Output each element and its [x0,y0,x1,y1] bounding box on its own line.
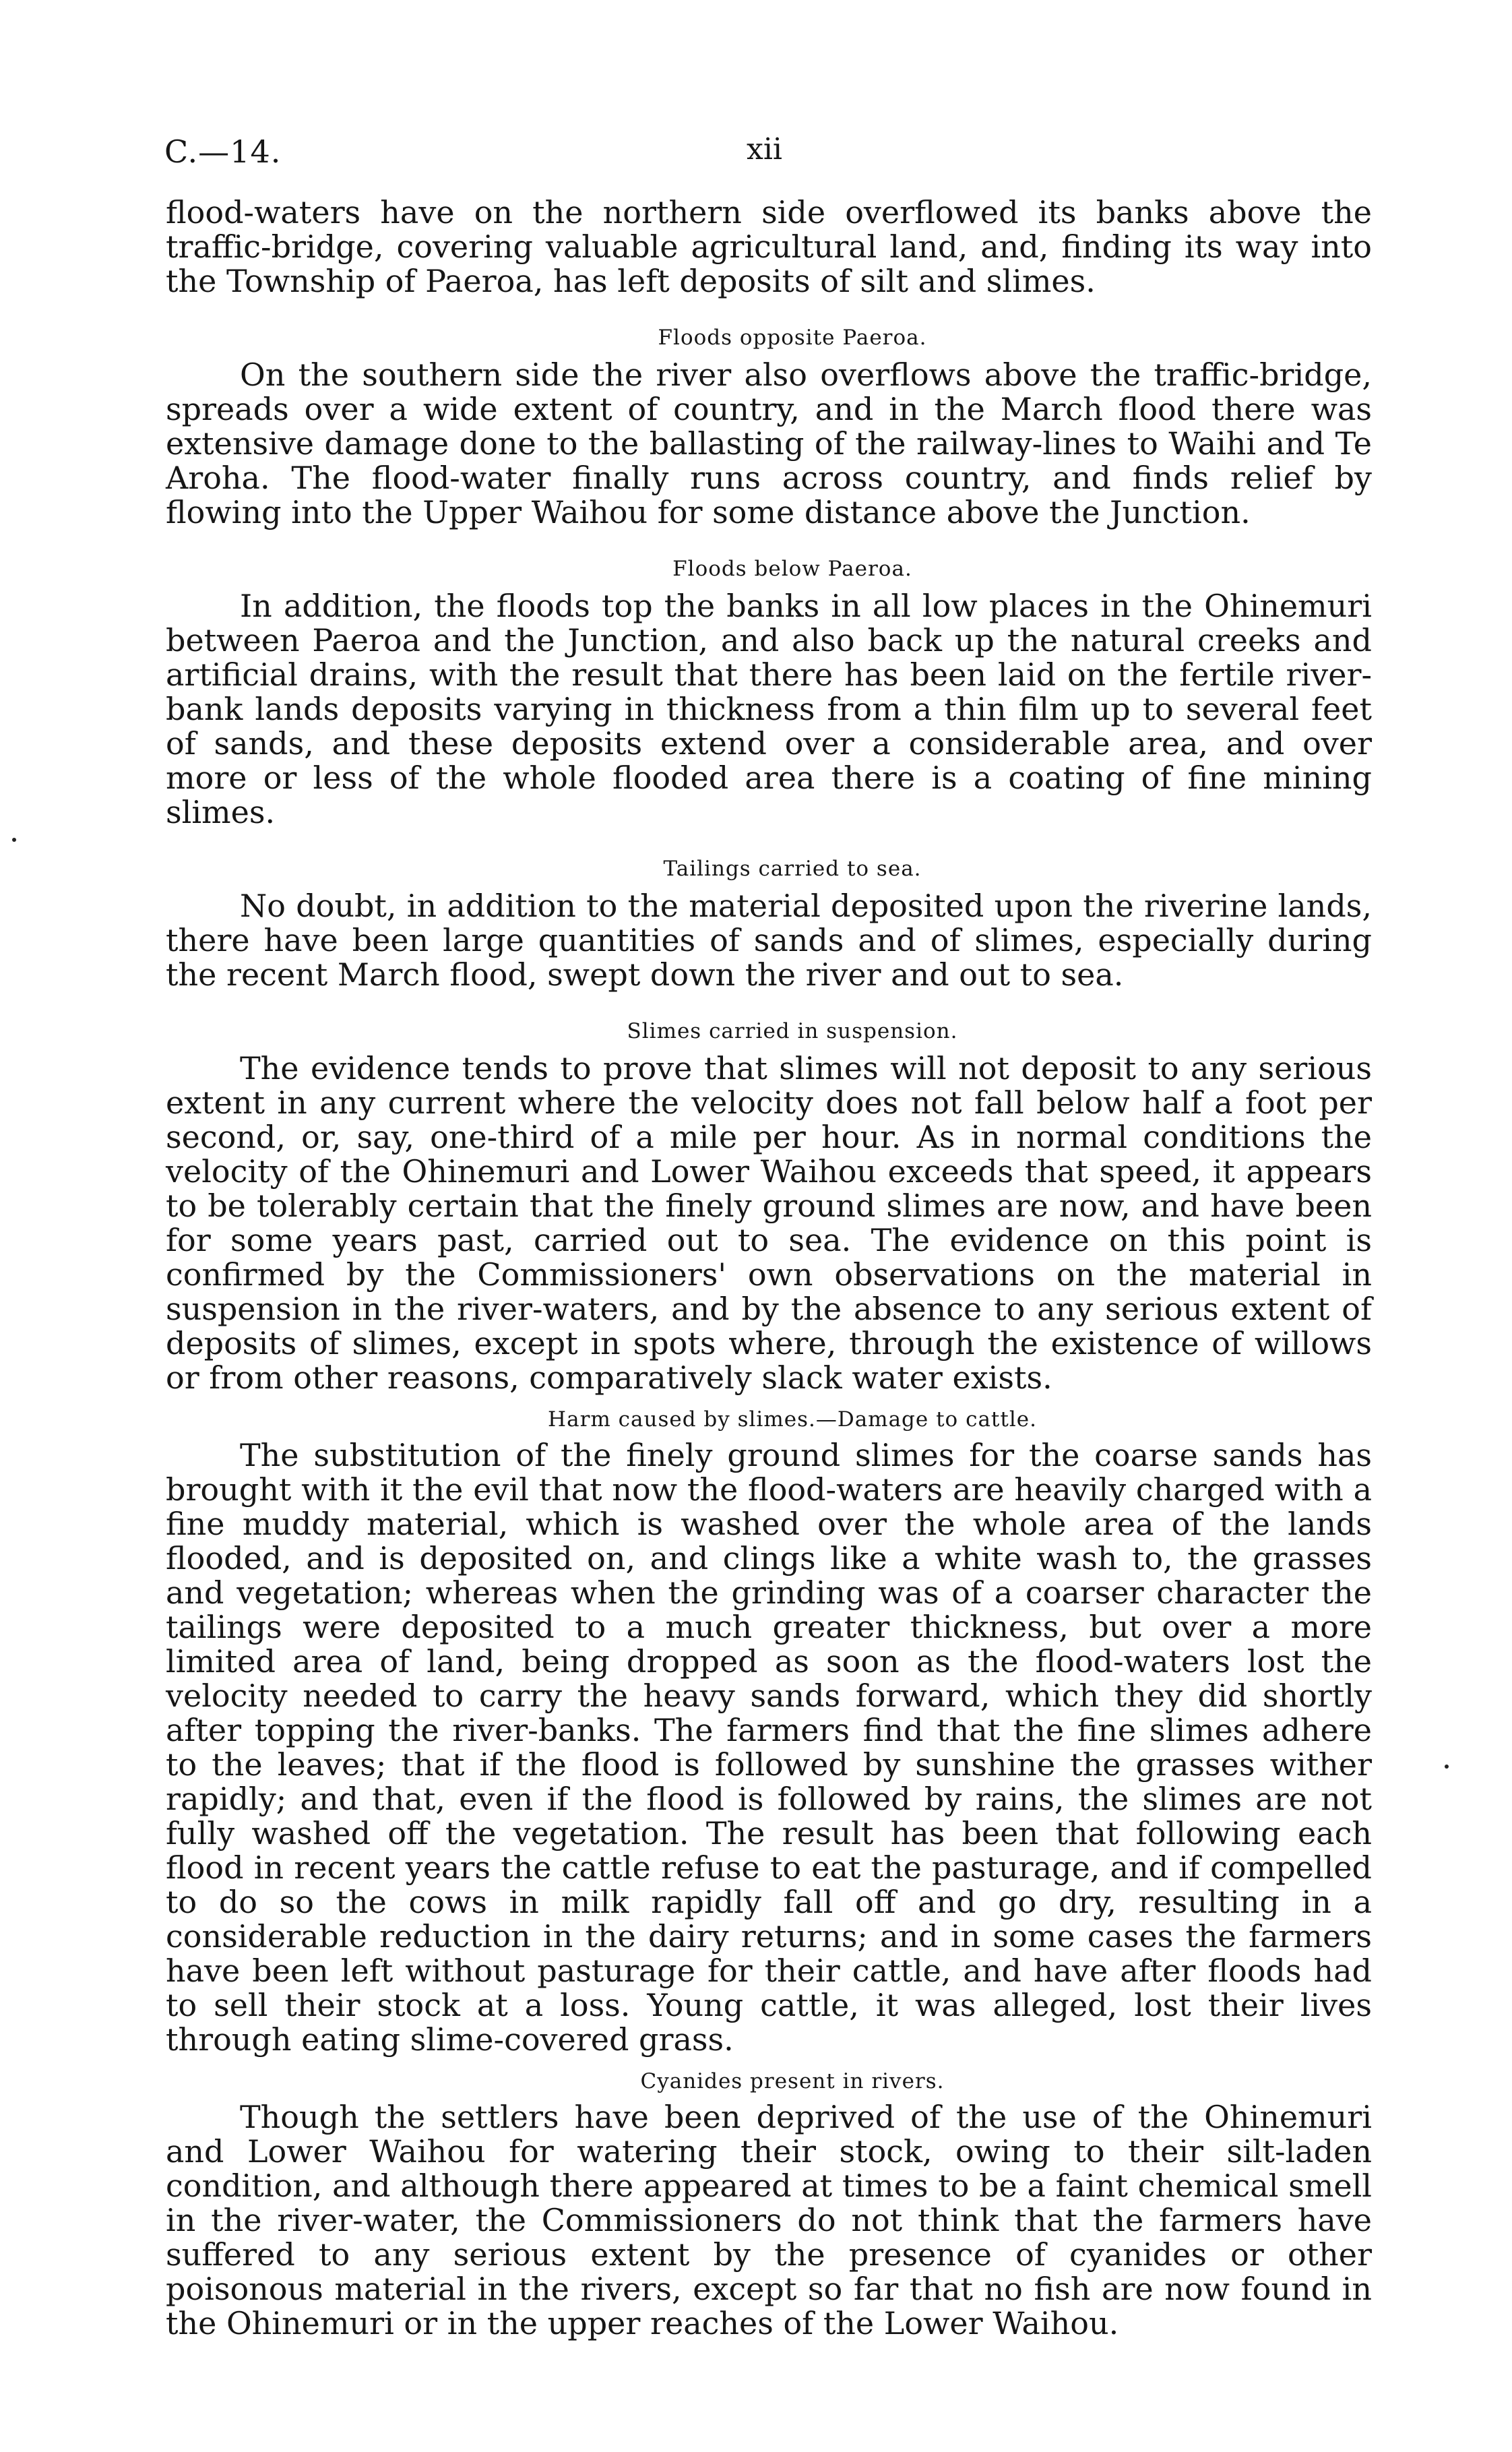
paragraph-tailings-carried-to-sea: No doubt, in addition to the material deposited upon the riverine lands, there have been large quantities of sands and of slimes, especially during the recent March flood, swept down the river and out to sea. [166,888,1372,993]
margin-mark [12,838,16,842]
paragraph-harm-caused-by-slimes: The substitution of the finely ground slimes for the coarse sands has brought with it the evil that now the flood-waters are heavily charged with a fine muddy material, which is washed over the whole area of the lands flooded, and is deposited on, and clings like a white wash to, the grasses and vegetation; whereas when the grinding was of a coarser character the tailings were deposited to a much greater thickness, but over a more limited area of land, being dropped as soon as the flood-waters lost the velocity needed to carry the heavy sands forward, which they did shortly after topping the river-banks. The farmers find that the fine slimes adhere to the leaves; that if the flood is followed by sunshine the grasses wither rapidly; and that, even if the flood is followed by rains, the slimes are not fully washed off the vegetation. The result has been that following each flood in recent years the cattle refuse to eat the pasturage, and if compelled to do so the cows in milk rapidly fall off and go dry, resulting in a considerable reduction in the dairy returns; and in some cases the farmers have been left without pasturage for their cattle, and have after floods had to sell their stock at a loss. Young cattle, it was alleged, lost their lives through eating slime-covered grass. [166,1437,1372,2058]
heading-floods-opposite-paeroa: Floods opposite Paeroa. [658,326,927,350]
heading-floods-below-paeroa: Floods below Paeroa. [672,557,912,581]
paragraph-floods-opposite-paeroa: On the southern side the river also overflows above the traffic-bridge, spreads over a wide extent of country, and in the March flood there was extensive damage done to the ballasting of the railway-lines to Waihi and Te Aroha. The flood-water finally runs across country, and finds relief by flowing into the Upper Waihou for some distance above the Junction. [166,357,1372,530]
page-reference: C.—14. [164,133,282,170]
paragraph-cyanides-present: Though the settlers have been deprived of the use of the Ohinemuri and Lower Waihou for watering their stock, owing to their silt-laden condition, and although there appeared at times to be a faint chemical smell in the river-water, the Commissioners do not think that the farmers have suffered to any serious extent by the presence of cyanides or other poisonous material in the rivers, except so far that no fish are now found in the Ohinemuri or in the upper reaches of the Lower Waihou. [166,2099,1372,2341]
heading-tailings-carried-to-sea: Tailings carried to sea. [663,857,922,881]
heading-cyanides-present: Cyanides present in rivers. [640,2069,945,2093]
body-text [166,195,1372,2341]
paragraph-floods-below-paeroa: In addition, the floods top the banks in all low places in the Ohinemuri between Paeroa and the Junction, and also back up the natural creeks and artificial drains, with the result that there has been laid on the fertile river-bank lands deposits varying in thickness from a thin film up to several feet of sands, and these deposits extend over a considerable area, and over more or less of the whole flooded area there is a coating of fine mining slimes. [166,588,1372,830]
heading-slimes-in-suspension: Slimes carried in suspension. [627,1019,958,1043]
page-number: xii [747,132,782,166]
margin-mark [1445,1765,1449,1769]
heading-harm-caused-by-slimes: Harm caused by slimes.—Damage to cattle. [548,1407,1037,1432]
intro-paragraph: flood-waters have on the northern side overflowed its banks above the traffic-bridge, covering valuable agricultural land, and, finding its way into the Township of Paeroa, has left deposits of silt and slimes. [166,194,1372,299]
paragraph-slimes-in-suspension: The evidence tends to prove that slimes will not deposit to any serious extent in any current where the velocity does not fall below half a foot per second, or, say, one-third of a mile per hour. As in normal conditions the velocity of the Ohinemuri and Lower Waihou exceeds that speed, it appears to be tolerably certain that the finely ground slimes are now, and have been for some years past, carried out to sea. The evidence on this point is confirmed by the Commissioners' own observations on the material in suspension in the river-waters, and by the absence to any serious extent of deposits of slimes, except in spots where, through the existence of willows or from other reasons, comparatively slack water exists. [166,1050,1372,1396]
